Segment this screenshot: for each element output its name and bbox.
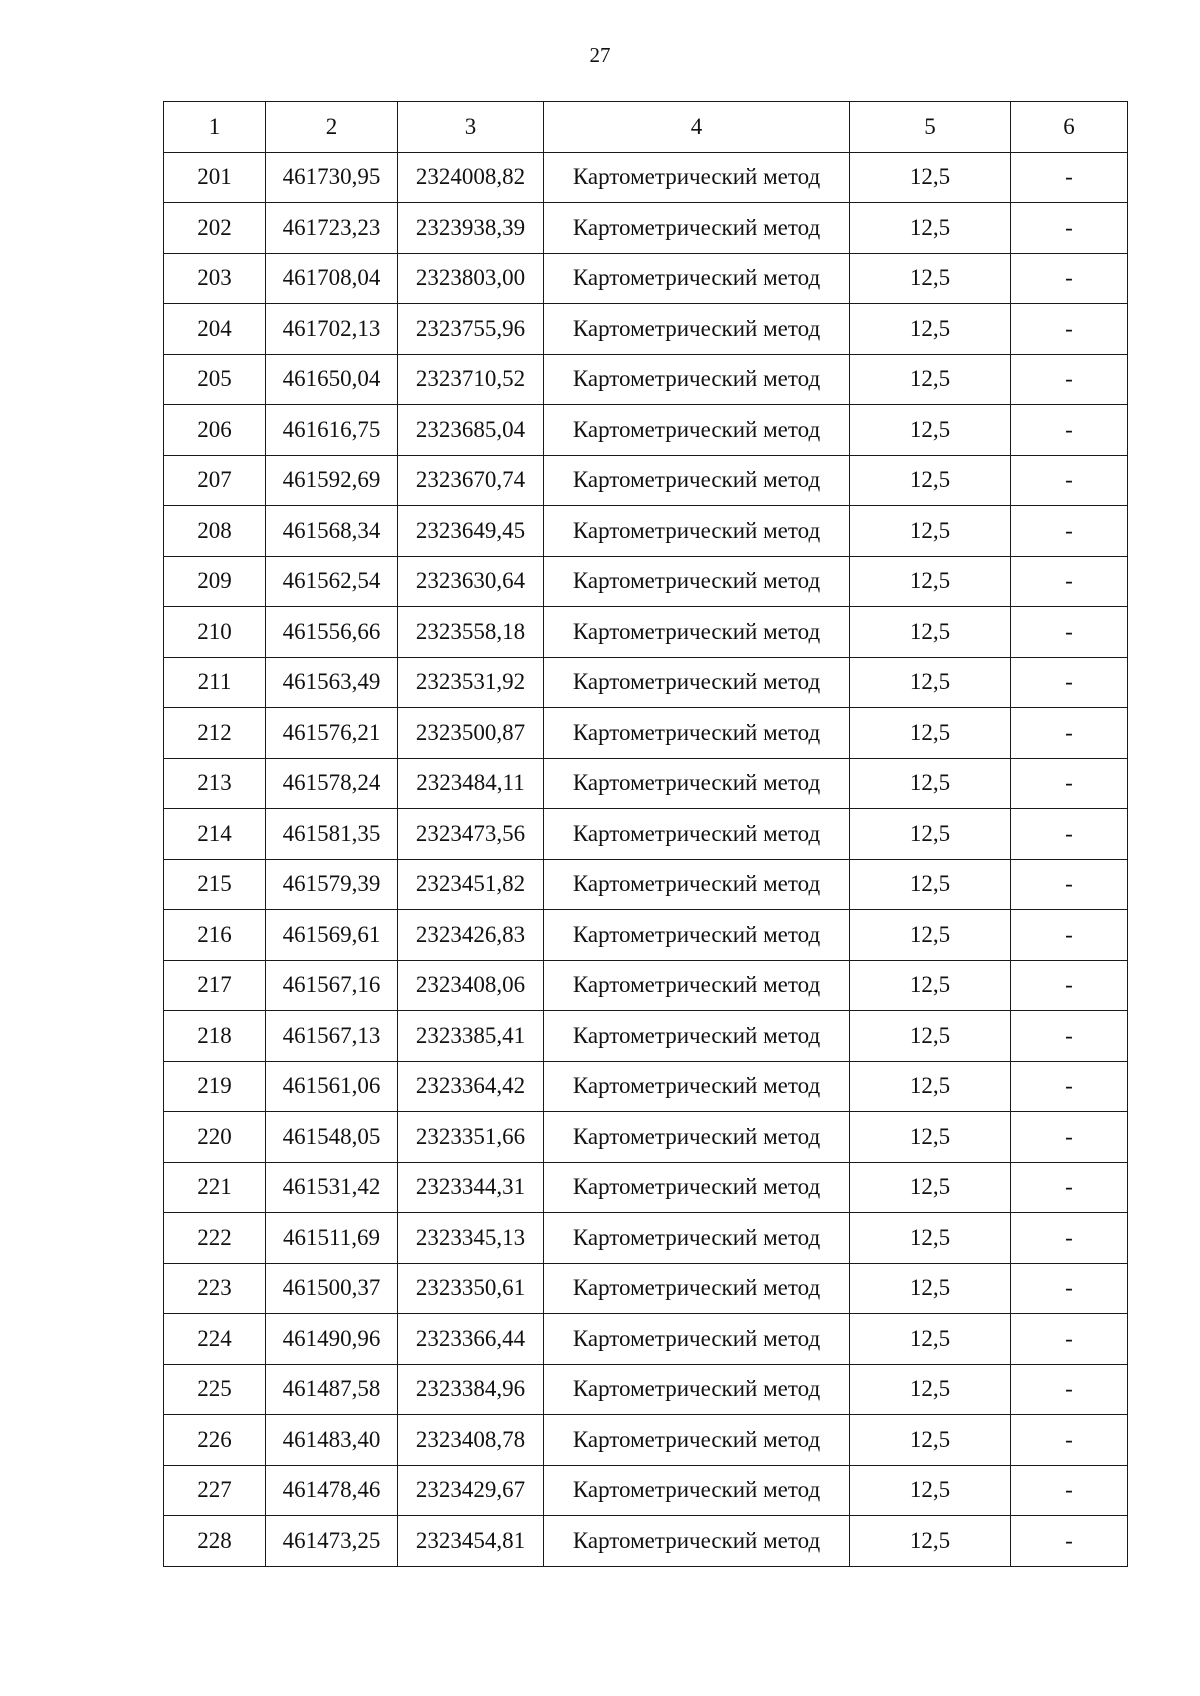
method-cell: Картометрический метод: [544, 1364, 850, 1415]
accuracy-cell: 12,5: [850, 960, 1011, 1011]
column-header: 1: [164, 102, 266, 153]
method-cell: Картометрический метод: [544, 1465, 850, 1516]
accuracy-cell: 12,5: [850, 607, 1011, 658]
method-cell: Картометрический метод: [544, 708, 850, 759]
point-number-cell: 224: [164, 1314, 266, 1365]
method-cell: Картометрический метод: [544, 506, 850, 557]
method-cell: Картометрический метод: [544, 1415, 850, 1466]
note-cell: -: [1011, 1011, 1128, 1062]
table-row: [164, 1364, 1128, 1415]
x-coordinate-cell: 461483,40: [266, 1415, 398, 1466]
y-coordinate-cell: 2323670,74: [398, 455, 544, 506]
y-coordinate-cell: 2323350,61: [398, 1263, 544, 1314]
y-coordinate-cell: 2323426,83: [398, 910, 544, 961]
column-header: 2: [266, 102, 398, 153]
point-number-cell: 205: [164, 354, 266, 405]
y-coordinate-cell: 2323531,92: [398, 657, 544, 708]
accuracy-cell: 12,5: [850, 809, 1011, 860]
table-row: [164, 1112, 1128, 1163]
note-cell: -: [1011, 1263, 1128, 1314]
point-number-cell: 203: [164, 253, 266, 304]
x-coordinate-cell: 461567,16: [266, 960, 398, 1011]
table-row: [164, 960, 1128, 1011]
x-coordinate-cell: 461723,23: [266, 203, 398, 254]
accuracy-cell: 12,5: [850, 304, 1011, 355]
y-coordinate-cell: 2323344,31: [398, 1162, 544, 1213]
table-row: [164, 304, 1128, 355]
note-cell: -: [1011, 910, 1128, 961]
table-row: [164, 708, 1128, 759]
method-cell: Картометрический метод: [544, 657, 850, 708]
column-header: 5: [850, 102, 1011, 153]
column-header: 6: [1011, 102, 1128, 153]
x-coordinate-cell: 461500,37: [266, 1263, 398, 1314]
table-row: [164, 758, 1128, 809]
x-coordinate-cell: 461487,58: [266, 1364, 398, 1415]
y-coordinate-cell: 2323351,66: [398, 1112, 544, 1163]
method-cell: Картометрический метод: [544, 152, 850, 203]
x-coordinate-cell: 461511,69: [266, 1213, 398, 1264]
note-cell: -: [1011, 1213, 1128, 1264]
note-cell: -: [1011, 506, 1128, 557]
point-number-cell: 219: [164, 1061, 266, 1112]
point-number-cell: 216: [164, 910, 266, 961]
point-number-cell: 226: [164, 1415, 266, 1466]
method-cell: Картометрический метод: [544, 1263, 850, 1314]
method-cell: Картометрический метод: [544, 910, 850, 961]
note-cell: -: [1011, 1415, 1128, 1466]
note-cell: -: [1011, 354, 1128, 405]
method-cell: Картометрический метод: [544, 809, 850, 860]
note-cell: -: [1011, 1314, 1128, 1365]
accuracy-cell: 12,5: [850, 1314, 1011, 1365]
x-coordinate-cell: 461592,69: [266, 455, 398, 506]
table-row: [164, 506, 1128, 557]
accuracy-cell: 12,5: [850, 455, 1011, 506]
y-coordinate-cell: 2323385,41: [398, 1011, 544, 1062]
y-coordinate-cell: 2323630,64: [398, 556, 544, 607]
accuracy-cell: 12,5: [850, 405, 1011, 456]
table-row: [164, 455, 1128, 506]
accuracy-cell: 12,5: [850, 1415, 1011, 1466]
x-coordinate-cell: 461548,05: [266, 1112, 398, 1163]
note-cell: -: [1011, 455, 1128, 506]
x-coordinate-cell: 461708,04: [266, 253, 398, 304]
accuracy-cell: 12,5: [850, 1364, 1011, 1415]
accuracy-cell: 12,5: [850, 556, 1011, 607]
note-cell: -: [1011, 1061, 1128, 1112]
accuracy-cell: 12,5: [850, 1213, 1011, 1264]
x-coordinate-cell: 461567,13: [266, 1011, 398, 1062]
table-row: [164, 1162, 1128, 1213]
x-coordinate-cell: 461579,39: [266, 859, 398, 910]
note-cell: -: [1011, 253, 1128, 304]
y-coordinate-cell: 2323473,56: [398, 809, 544, 860]
page-number: 27: [589, 43, 611, 67]
y-coordinate-cell: 2323803,00: [398, 253, 544, 304]
column-header: 3: [398, 102, 544, 153]
method-cell: Картометрический метод: [544, 1516, 850, 1567]
accuracy-cell: 12,5: [850, 910, 1011, 961]
y-coordinate-cell: 2323345,13: [398, 1213, 544, 1264]
y-coordinate-cell: 2323366,44: [398, 1314, 544, 1365]
y-coordinate-cell: 2324008,82: [398, 152, 544, 203]
note-cell: -: [1011, 809, 1128, 860]
x-coordinate-cell: 461616,75: [266, 405, 398, 456]
y-coordinate-cell: 2323500,87: [398, 708, 544, 759]
y-coordinate-cell: 2323384,96: [398, 1364, 544, 1415]
table-row: [164, 354, 1128, 405]
table-body: [164, 152, 1128, 1566]
method-cell: Картометрический метод: [544, 253, 850, 304]
table-row: [164, 1314, 1128, 1365]
y-coordinate-cell: 2323938,39: [398, 203, 544, 254]
table-row: [164, 607, 1128, 658]
method-cell: Картометрический метод: [544, 1213, 850, 1264]
note-cell: -: [1011, 152, 1128, 203]
x-coordinate-cell: 461568,34: [266, 506, 398, 557]
note-cell: -: [1011, 556, 1128, 607]
accuracy-cell: 12,5: [850, 657, 1011, 708]
accuracy-cell: 12,5: [850, 506, 1011, 557]
x-coordinate-cell: 461556,66: [266, 607, 398, 658]
table-row: [164, 859, 1128, 910]
note-cell: -: [1011, 1465, 1128, 1516]
method-cell: Картометрический метод: [544, 960, 850, 1011]
note-cell: -: [1011, 859, 1128, 910]
y-coordinate-cell: 2323685,04: [398, 405, 544, 456]
accuracy-cell: 12,5: [850, 708, 1011, 759]
point-number-cell: 220: [164, 1112, 266, 1163]
table-row: [164, 1415, 1128, 1466]
note-cell: -: [1011, 1364, 1128, 1415]
table-header: [164, 102, 1128, 153]
table-row: [164, 556, 1128, 607]
method-cell: Картометрический метод: [544, 1112, 850, 1163]
method-cell: Картометрический метод: [544, 607, 850, 658]
note-cell: -: [1011, 203, 1128, 254]
point-number-cell: 222: [164, 1213, 266, 1264]
point-number-cell: 218: [164, 1011, 266, 1062]
table-row: [164, 253, 1128, 304]
x-coordinate-cell: 461578,24: [266, 758, 398, 809]
y-coordinate-cell: 2323649,45: [398, 506, 544, 557]
note-cell: -: [1011, 607, 1128, 658]
accuracy-cell: 12,5: [850, 1516, 1011, 1567]
point-number-cell: 201: [164, 152, 266, 203]
point-number-cell: 227: [164, 1465, 266, 1516]
y-coordinate-cell: 2323755,96: [398, 304, 544, 355]
method-cell: Картометрический метод: [544, 556, 850, 607]
table-row: [164, 809, 1128, 860]
point-number-cell: 225: [164, 1364, 266, 1415]
note-cell: -: [1011, 708, 1128, 759]
table-row: [164, 1465, 1128, 1516]
note-cell: -: [1011, 1516, 1128, 1567]
table-row: [164, 1011, 1128, 1062]
point-number-cell: 228: [164, 1516, 266, 1567]
table-row: [164, 1213, 1128, 1264]
table-row: [164, 1263, 1128, 1314]
accuracy-cell: 12,5: [850, 1162, 1011, 1213]
point-number-cell: 207: [164, 455, 266, 506]
point-number-cell: 212: [164, 708, 266, 759]
x-coordinate-cell: 461562,54: [266, 556, 398, 607]
y-coordinate-cell: 2323558,18: [398, 607, 544, 658]
note-cell: -: [1011, 1162, 1128, 1213]
x-coordinate-cell: 461730,95: [266, 152, 398, 203]
table-row: [164, 405, 1128, 456]
column-header: 4: [544, 102, 850, 153]
accuracy-cell: 12,5: [850, 152, 1011, 203]
x-coordinate-cell: 461569,61: [266, 910, 398, 961]
x-coordinate-cell: 461576,21: [266, 708, 398, 759]
point-number-cell: 202: [164, 203, 266, 254]
point-number-cell: 210: [164, 607, 266, 658]
table-row: [164, 1061, 1128, 1112]
accuracy-cell: 12,5: [850, 1112, 1011, 1163]
note-cell: -: [1011, 960, 1128, 1011]
point-number-cell: 214: [164, 809, 266, 860]
method-cell: Картометрический метод: [544, 203, 850, 254]
y-coordinate-cell: 2323429,67: [398, 1465, 544, 1516]
y-coordinate-cell: 2323408,06: [398, 960, 544, 1011]
x-coordinate-cell: 461702,13: [266, 304, 398, 355]
point-number-cell: 206: [164, 405, 266, 456]
point-number-cell: 208: [164, 506, 266, 557]
accuracy-cell: 12,5: [850, 1465, 1011, 1516]
x-coordinate-cell: 461650,04: [266, 354, 398, 405]
x-coordinate-cell: 461563,49: [266, 657, 398, 708]
y-coordinate-cell: 2323710,52: [398, 354, 544, 405]
method-cell: Картометрический метод: [544, 405, 850, 456]
accuracy-cell: 12,5: [850, 1263, 1011, 1314]
table-row: [164, 203, 1128, 254]
method-cell: Картометрический метод: [544, 1314, 850, 1365]
table-row: [164, 910, 1128, 961]
x-coordinate-cell: 461473,25: [266, 1516, 398, 1567]
y-coordinate-cell: 2323451,82: [398, 859, 544, 910]
point-number-cell: 213: [164, 758, 266, 809]
accuracy-cell: 12,5: [850, 203, 1011, 254]
method-cell: Картометрический метод: [544, 859, 850, 910]
point-number-cell: 215: [164, 859, 266, 910]
point-number-cell: 211: [164, 657, 266, 708]
method-cell: Картометрический метод: [544, 1162, 850, 1213]
accuracy-cell: 12,5: [850, 859, 1011, 910]
note-cell: -: [1011, 304, 1128, 355]
method-cell: Картометрический метод: [544, 455, 850, 506]
x-coordinate-cell: 461581,35: [266, 809, 398, 860]
point-number-cell: 221: [164, 1162, 266, 1213]
coordinates-table: [163, 101, 1128, 1567]
x-coordinate-cell: 461478,46: [266, 1465, 398, 1516]
y-coordinate-cell: 2323454,81: [398, 1516, 544, 1567]
method-cell: Картометрический метод: [544, 1061, 850, 1112]
x-coordinate-cell: 461490,96: [266, 1314, 398, 1365]
method-cell: Картометрический метод: [544, 1011, 850, 1062]
y-coordinate-cell: 2323408,78: [398, 1415, 544, 1466]
note-cell: -: [1011, 657, 1128, 708]
method-cell: Картометрический метод: [544, 304, 850, 355]
table-row: [164, 657, 1128, 708]
accuracy-cell: 12,5: [850, 758, 1011, 809]
table-row: [164, 1516, 1128, 1567]
x-coordinate-cell: 461531,42: [266, 1162, 398, 1213]
accuracy-cell: 12,5: [850, 1011, 1011, 1062]
method-cell: Картометрический метод: [544, 354, 850, 405]
accuracy-cell: 12,5: [850, 253, 1011, 304]
point-number-cell: 209: [164, 556, 266, 607]
y-coordinate-cell: 2323364,42: [398, 1061, 544, 1112]
note-cell: -: [1011, 405, 1128, 456]
header-row: [164, 102, 1128, 153]
point-number-cell: 223: [164, 1263, 266, 1314]
note-cell: -: [1011, 758, 1128, 809]
accuracy-cell: 12,5: [850, 354, 1011, 405]
y-coordinate-cell: 2323484,11: [398, 758, 544, 809]
accuracy-cell: 12,5: [850, 1061, 1011, 1112]
method-cell: Картометрический метод: [544, 758, 850, 809]
point-number-cell: 217: [164, 960, 266, 1011]
note-cell: -: [1011, 1112, 1128, 1163]
x-coordinate-cell: 461561,06: [266, 1061, 398, 1112]
point-number-cell: 204: [164, 304, 266, 355]
table-row: [164, 152, 1128, 203]
